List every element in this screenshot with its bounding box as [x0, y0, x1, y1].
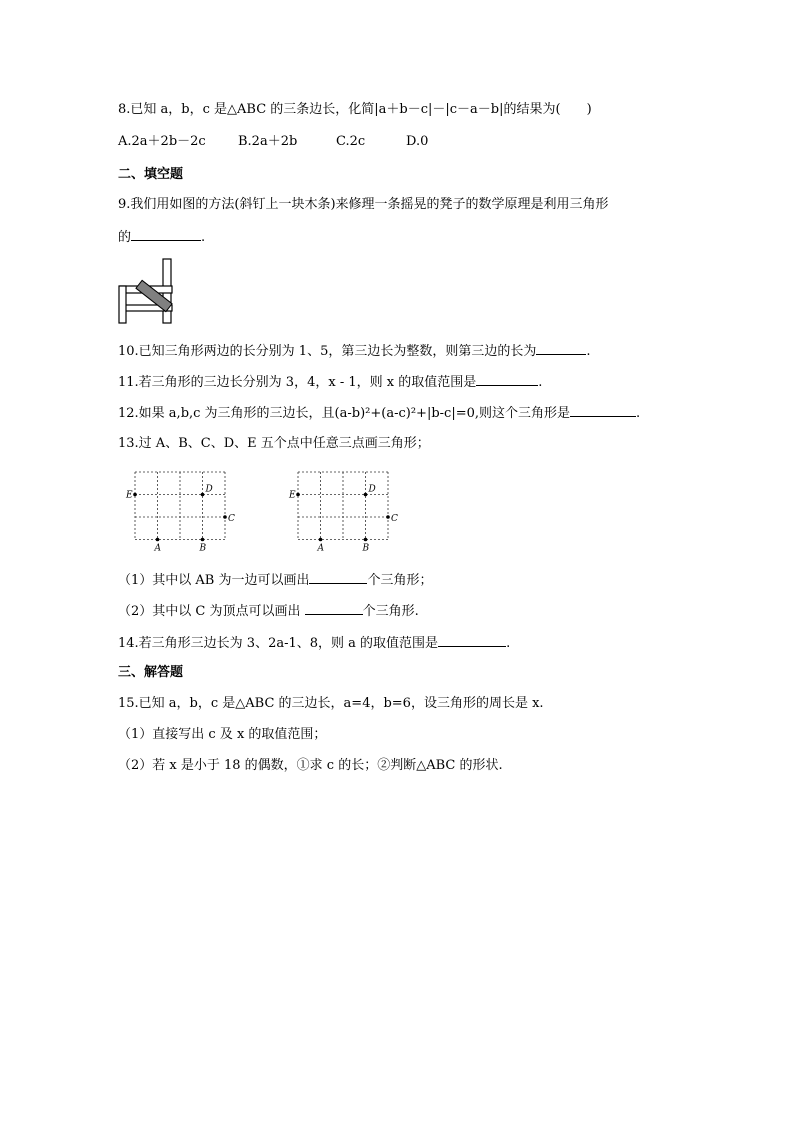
question-15-stem: 15.已知 a，b，c 是△ABC 的三边长，a=4，b=6，设三角形的周长是 x.: [118, 696, 544, 711]
option-a: A.2a＋2b－2c: [118, 134, 206, 149]
question-13-sub1-suffix: 个三角形；: [367, 573, 433, 588]
question-14: [118, 633, 510, 653]
grid-point-e: [296, 493, 300, 497]
grid-label-d: D: [368, 484, 376, 495]
question-15-sub2: （2）若 x 是小于 18 的偶数，①求 c 的长；②判断△ABC 的形状.: [118, 758, 503, 773]
question-12: [118, 403, 640, 423]
option-c: C.2c: [336, 134, 366, 149]
question-13-sub2-text: （2）其中以 C 为顶点可以画出: [118, 604, 305, 619]
question-13-sub1: [118, 570, 433, 590]
question-11: [118, 372, 542, 392]
grid-point-a: [156, 538, 160, 542]
point-grid-left: [125, 466, 245, 556]
question-10-suffix: .: [586, 344, 591, 359]
question-9-suffix: .: [201, 230, 206, 245]
answer-blank-10[interactable]: [536, 341, 586, 355]
question-13-stem: 13.过 A、B、C、D、E 五个点中任意三点画三角形；: [118, 436, 430, 451]
question-13-sub2-suffix: 个三角形.: [362, 604, 419, 619]
question-12-suffix: .: [636, 406, 641, 421]
question-9-line2: [118, 227, 205, 247]
question-9-line1: 9.我们用如图的方法(斜钉上一块木条)来修理一条摇晃的凳子的数学原理是利用三角形: [118, 197, 609, 212]
answer-blank-12[interactable]: [570, 403, 636, 417]
answer-blank-13-2[interactable]: [305, 601, 363, 615]
question-11-suffix: .: [538, 375, 543, 390]
question-11-text: 11.若三角形的三边长分别为 3，4，x - 1，则 x 的取值范围是: [118, 375, 477, 390]
option-b: B.2a＋2b: [238, 134, 298, 149]
grid-point-d: [364, 493, 368, 497]
section-fill-in-title: 二、填空题: [118, 167, 184, 182]
question-14-suffix: .: [506, 636, 511, 651]
grid-label-a: A: [317, 543, 324, 554]
answer-blank-14[interactable]: [438, 633, 506, 647]
grid-label-e: E: [126, 490, 133, 501]
answer-blank-9[interactable]: [131, 227, 201, 241]
grid-label-b: B: [199, 543, 207, 554]
answer-blank-11[interactable]: [476, 372, 538, 386]
answer-blank-13-1[interactable]: [309, 570, 367, 584]
question-15-sub1: （1）直接写出 c 及 x 的取值范围；: [118, 727, 327, 742]
grid-label-b: B: [362, 543, 370, 554]
grid-point-a: [319, 538, 323, 542]
option-d: D.0: [406, 134, 429, 149]
question-12-text: 12.如果 a,b,c 为三角形的三边长，且(a-b)²+(a-c)²+|b-c|=0,则这个三角形是: [118, 406, 570, 421]
question-14-text: 14.若三角形三边长为 3、2a-1、8，则 a 的取值范围是: [118, 636, 439, 651]
grid-point-c: [223, 515, 227, 519]
grid-point-c: [386, 515, 390, 519]
grid-label-c: C: [391, 514, 398, 524]
grid-point-e: [133, 493, 137, 497]
grid-point-b: [201, 538, 205, 542]
stool-figure: [118, 258, 188, 326]
question-13-sub2: [118, 601, 419, 621]
stool-front-leg: [119, 286, 126, 323]
point-grid-right: [288, 466, 408, 556]
question-10: [118, 341, 591, 361]
grid-point-d: [201, 493, 205, 497]
section-solve-title: 三、解答题: [118, 665, 184, 680]
question-9-prefix: 的: [118, 230, 132, 245]
question-10-text: 10.已知三角形两边的长分别为 1、5，第三边长为整数，则第三边的长为: [118, 344, 537, 359]
question-13-sub1-text: （1）其中以 AB 为一边可以画出: [118, 573, 310, 588]
grid-label-d: D: [205, 484, 213, 495]
question-8-options: [118, 133, 428, 151]
question-8-stem: 8.已知 a，b，c 是△ABC 的三条边长，化简|a＋b－c|－|c－a－b|的结果为( ): [118, 102, 592, 117]
grid-label-e: E: [289, 490, 296, 501]
grid-point-b: [364, 538, 368, 542]
grid-label-c: C: [228, 514, 235, 524]
grid-label-a: A: [154, 543, 161, 554]
